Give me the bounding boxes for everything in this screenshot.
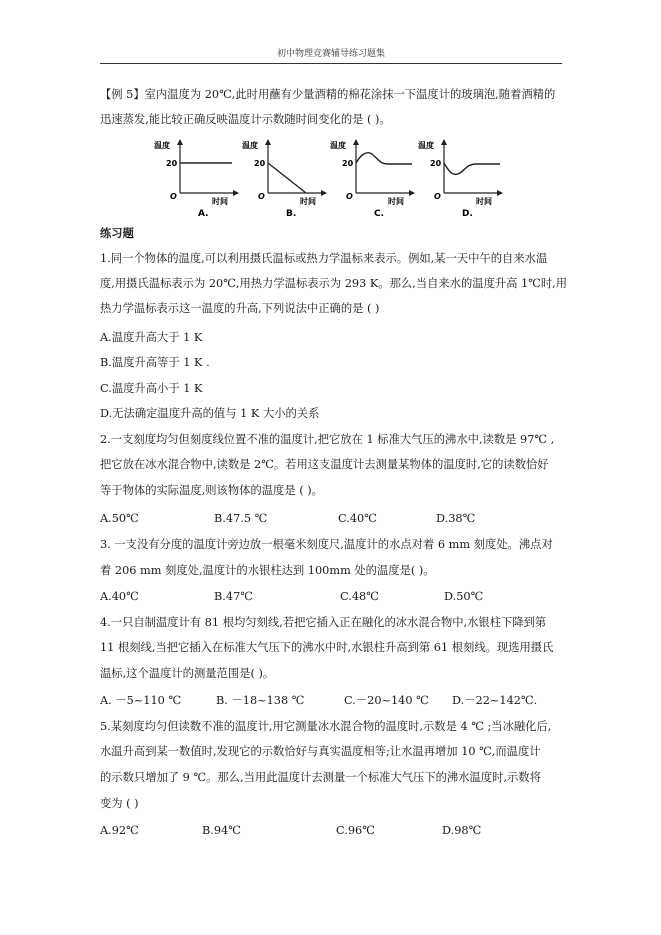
graph-b-tick: 20 (254, 159, 266, 168)
graph-d-label: D. (462, 209, 473, 219)
graph-a-xlabel: 时间 (212, 197, 228, 206)
q1-line-2: 度,用摄氏温标表示为 20℃,用热力学温标表示为 293 K。那么,当自来水的温度升高 1℃时,用 (100, 277, 568, 290)
graph-c-ylabel: 温度 (330, 141, 346, 150)
q5-line-2: 水温升高到某一数值时,发现它的示数恰好与真实温度相等;让水温再增加 10 ℃,而温度计 (100, 745, 541, 758)
graph-b-curve (268, 163, 306, 193)
graph-c-curve (356, 153, 412, 164)
q4-options (100, 694, 566, 708)
q2-line-2: 把它放在冰水混合物中,读数是 2℃。若用这支温度计去测量某物体的温度时,它的读数恰好 (100, 458, 549, 471)
graphs-svg (154, 136, 520, 222)
graph-d-ylabel: 温度 (418, 141, 434, 150)
q3-option-a: A.40℃ (100, 590, 139, 603)
q3-option-b: B.47℃ (214, 590, 253, 603)
q1-option-c: C.温度升高小于 1 K (100, 382, 203, 395)
graph-b-ylabel: 温度 (242, 141, 258, 150)
q1-option-b: B.温度升高等于 1 K . (100, 356, 210, 369)
graph-b-label: B. (286, 209, 297, 219)
q2-line-3: 等于物体的实际温度,则该物体的温度是 ( )。 (100, 484, 323, 497)
graph-b-origin: O (258, 192, 265, 201)
q4-line-2: 11 根刻线,当把它插入在标准大气压下的沸水中时,水银柱升高到第 61 根刻线。现选用摄氏 (100, 641, 554, 654)
q3-line-2: 着 206 mm 刻度处,温度计的水银柱达到 100mm 处的温度是( )。 (100, 564, 435, 577)
q1-option-d: D.无法确定温度升高的值与 1 K 大小的关系 (100, 407, 320, 420)
q5-option-d: D.98℃ (442, 824, 482, 837)
q5-line-3: 的示数只增加了 9 ℃。那么,当用此温度计去测量一个标准大气压下的沸水温度时,示数将 (100, 771, 541, 784)
q4-option-b: B. －18~138 ℃ (216, 694, 305, 707)
graph-c-label: C. (374, 209, 385, 219)
q5-line-1: 5.某刻度均匀但读数不准的温度计,用它测量冰水混合物的温度时,示数是 4 ℃ ;当冰融化后, (100, 720, 552, 733)
q3-options (100, 590, 566, 604)
example-5-graphs (154, 136, 520, 222)
graph-a (153, 140, 238, 219)
q3-line-1: 3. 一支没有分度的温度计旁边放一根毫米刻度尺,温度计的水点对着 6 mm 刻度处。沸点对 (100, 538, 553, 551)
q1-line-3: 热力学温标表示这一温度的升高,下列说法中正确的是 ( ) (100, 302, 380, 315)
q2-option-b: B.47.5 ℃ (214, 512, 268, 525)
practice-heading: 练习题 (100, 227, 134, 240)
graph-a-label: A. (198, 209, 209, 219)
graph-a-ylabel: 温度 (154, 141, 170, 150)
q5-options (100, 824, 566, 838)
graph-c (329, 140, 414, 219)
graph-c-origin: O (346, 192, 353, 201)
header-rule (100, 63, 562, 64)
q4-option-a: A. －5~110 ℃ (100, 694, 182, 707)
q4-line-3: 温标,这个温度计的测量范围是( )。 (100, 667, 275, 680)
page-header: 初中物理竞赛辅导练习题集 (276, 49, 385, 59)
q3-option-d: D.50℃ (444, 590, 484, 603)
graph-d-curve (444, 163, 500, 174)
q3-option-c: C.48℃ (340, 590, 379, 603)
graph-c-tick: 20 (342, 159, 354, 168)
q1-option-a: A.温度升高大于 1 K (100, 331, 203, 344)
graph-a-tick: 20 (166, 159, 178, 168)
q2-options (100, 512, 566, 526)
q4-line-1: 4.一只自制温度计有 81 根均匀刻线,若把它插入正在融化的冰水混合物中,水银柱下降到第 (100, 616, 547, 629)
graph-b-xlabel: 时间 (300, 197, 316, 206)
graph-c-xlabel: 时间 (388, 197, 404, 206)
q5-option-c: C.96℃ (336, 824, 375, 837)
q5-option-a: A.92℃ (100, 824, 139, 837)
graph-d-origin: O (434, 192, 441, 201)
q2-line-1: 2.一支刻度均匀但刻度线位置不准的温度计,把它放在 1 标准大气压的沸水中,读数是 97℃ , (100, 433, 555, 446)
graph-d-xlabel: 时间 (476, 197, 492, 206)
q1-line-1: 1.同一个物体的温度,可以利用摄氏温标或热力学温标来表示。例如,某一天中午的自来水温 (100, 252, 548, 265)
graph-b (241, 140, 326, 219)
q5-option-b: B.94℃ (202, 824, 241, 837)
graph-a-origin: O (170, 192, 177, 201)
q2-option-d: D.38℃ (436, 512, 476, 525)
q5-line-4: 变为 ( ) (100, 797, 139, 810)
q4-option-d: D.－22~142℃. (452, 694, 538, 707)
q2-option-c: C.40℃ (338, 512, 377, 525)
example-5-line-2: 迅速蒸发,能比较正确反映温度计示数随时间变化的是 ( )。 (100, 113, 391, 126)
graph-d-tick: 20 (430, 159, 442, 168)
q2-option-a: A.50℃ (100, 512, 139, 525)
example-5-line-1: 【例 5】室内温度为 20℃,此时用蘸有少量酒精的棉花涂抹一下温度计的玻璃泡,随着酒精的 (100, 88, 556, 101)
graph-d (417, 140, 502, 219)
q4-option-c: C.－20~140 ℃ (344, 694, 429, 707)
